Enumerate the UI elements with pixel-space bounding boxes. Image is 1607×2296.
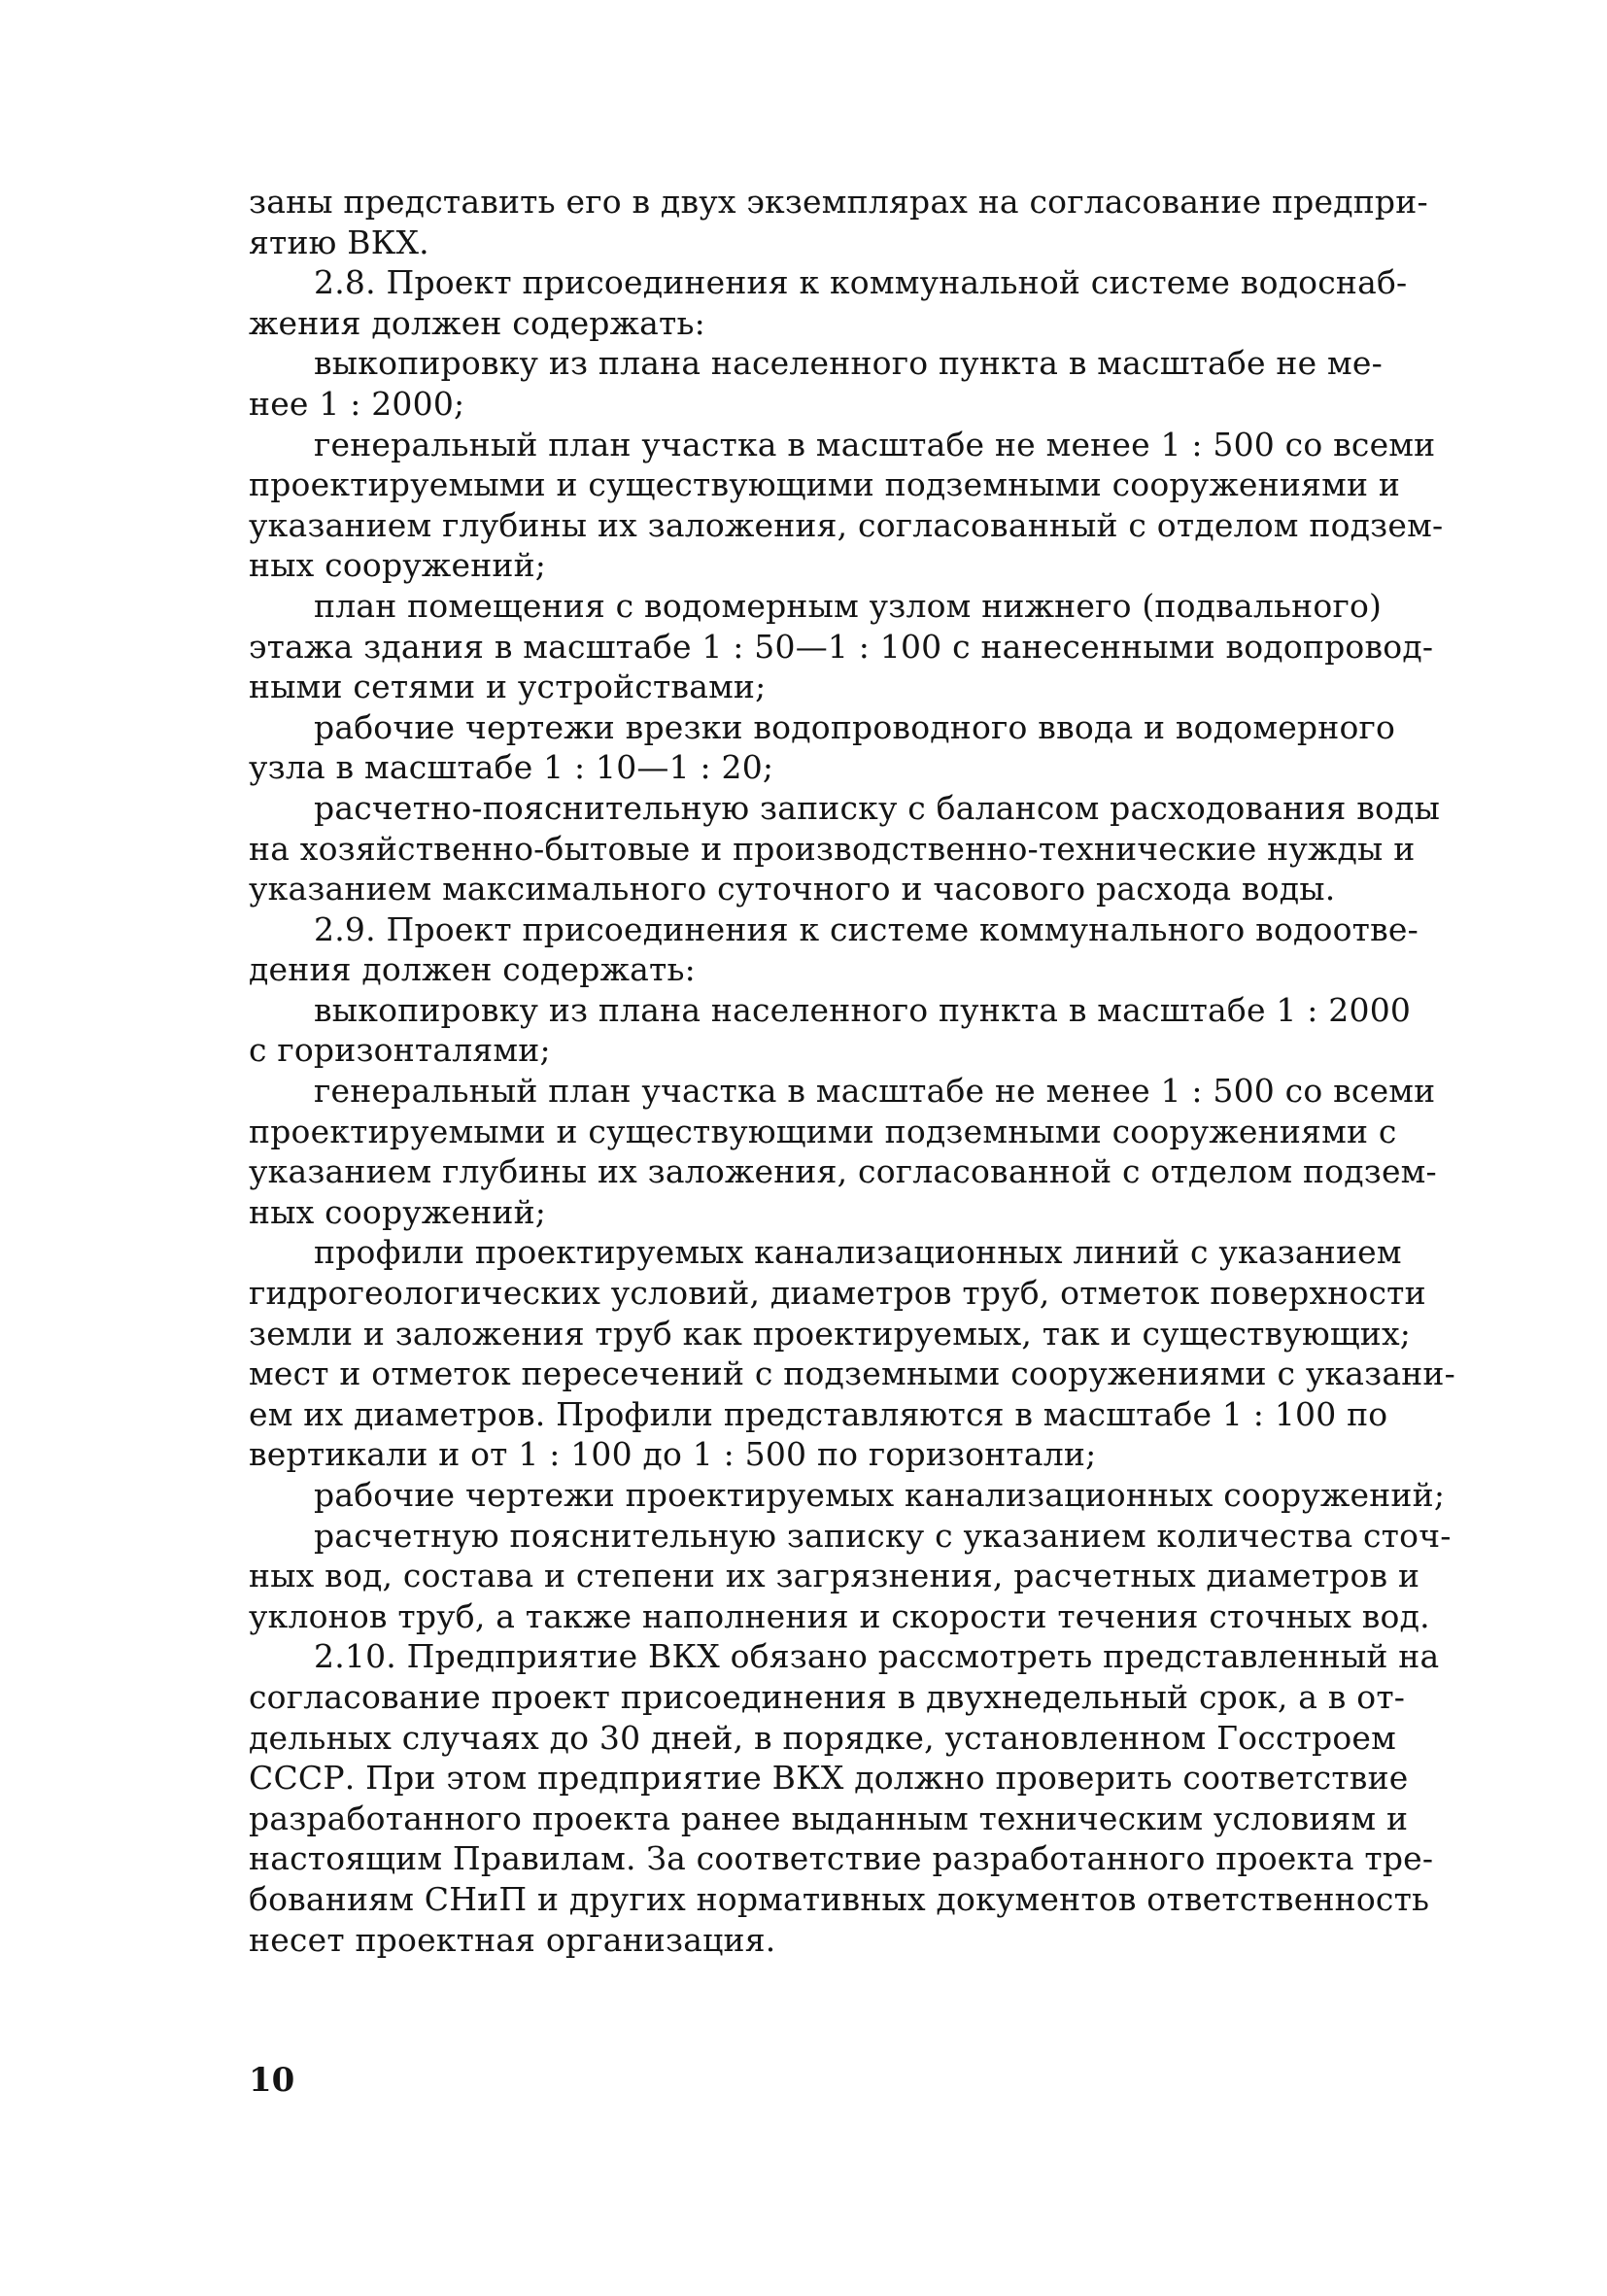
text-line: согласование проект присоединения в двухнедельный срок, а в от- [249, 1677, 1406, 1716]
text-line: ем их диаметров. Профили представляются в масштабе 1 : 100 по [249, 1394, 1388, 1433]
text-line: этажа здания в масштабе 1 : 50—1 : 100 с нанесенными водопровод- [249, 627, 1434, 666]
text-line: генеральный план участка в масштабе не менее 1 : 500 со всеми [314, 1072, 1436, 1111]
text-line: расчетную пояснительную записку с указанием количества сточ- [314, 1516, 1452, 1555]
text-line: рабочие чертежи проектируемых канализационных сооружений; [314, 1476, 1446, 1514]
text-line: генеральный план участка в масштабе не менее 1 : 500 со всеми [314, 425, 1436, 463]
text-line: гидрогеологических условий, диаметров труб, отметок поверхности [249, 1274, 1426, 1313]
text-line: несет проектная организация. [249, 1920, 776, 1959]
text-line: уклонов труб, а также наполнения и скорости течения сточных вод. [249, 1596, 1430, 1635]
text-line: 2.9. Проект присоединения к системе коммунального водоотве- [314, 909, 1419, 948]
text-line: на хозяйственно-бытовые и производственно-технические нужды и [249, 829, 1416, 868]
text-line: указанием глубины их заложения, согласованной с отделом подзем- [249, 1152, 1437, 1191]
text-line: 2.8. Проект присоединения к коммунальной системе водоснаб- [314, 263, 1408, 302]
body-text [249, 182, 1455, 1960]
text-line: вертикали и от 1 : 100 до 1 : 500 по горизонтали; [249, 1435, 1097, 1474]
text-line: указанием максимального суточного и часового расхода воды. [249, 870, 1336, 908]
text-line: дельных случаях до 30 дней, в порядке, установленном Госстроем [249, 1718, 1397, 1757]
text-line: бованиям СНиП и других нормативных документов ответственность [249, 1879, 1430, 1918]
text-line: жения должен содержать: [249, 303, 705, 342]
text-line: разработанного проекта ранее выданным техническим условиям и [249, 1799, 1409, 1837]
text-line: выкопировку из плана населенного пункта в масштабе 1 : 2000 [314, 990, 1412, 1029]
text-line: ных сооружений; [249, 546, 547, 585]
text-line: 2.10. Предприятие ВКХ обязано рассмотреть представленный на [314, 1637, 1440, 1676]
text-line: настоящим Правилам. За соответствие разработанного проекта тре- [249, 1839, 1434, 1878]
text-line: указанием глубины их заложения, согласованный с отделом подзем- [249, 505, 1444, 544]
text-line: выкопировку из плана населенного пункта в масштабе не ме- [314, 344, 1383, 383]
text-line: нее 1 : 2000; [249, 384, 465, 423]
text-line: с горизонталями; [249, 1031, 551, 1070]
text-line: дения должен содержать: [249, 950, 696, 989]
text-line: ных вод, состава и степени их загрязнения, расчетных диаметров и [249, 1557, 1420, 1595]
text-line: мест и отметок пересечений с подземными сооружениями с указани- [249, 1354, 1455, 1393]
text-line: рабочие чертежи врезки водопроводного ввода и водомерного [314, 707, 1396, 746]
text-line: заны представить его в двух экземплярах на согласование предпри- [249, 183, 1428, 221]
text-line: проектируемыми и существующими подземными сооружениями и [249, 465, 1401, 504]
text-line: план помещения с водомерным узлом нижнего (подвального) [314, 586, 1383, 625]
text-line: расчетно-пояснительную записку с балансом расходования воды [314, 788, 1441, 827]
text-line: ными сетями и устройствами; [249, 668, 767, 706]
text-line: ятию ВКХ. [249, 223, 429, 261]
text-line: ных сооружений; [249, 1192, 547, 1231]
text-line: узла в масштабе 1 : 10—1 : 20; [249, 748, 774, 787]
text-line: проектируемыми и существующими подземными сооружениями с [249, 1112, 1397, 1150]
text-line: земли и заложения труб как проектируемых, так и существующих; [249, 1314, 1412, 1353]
text-line: СССР. При этом предприятие ВКХ должно проверить соответствие [249, 1759, 1409, 1798]
text-line: профили проектируемых канализационных линий с указанием [314, 1233, 1402, 1272]
page-number: 10 [249, 2061, 295, 2100]
